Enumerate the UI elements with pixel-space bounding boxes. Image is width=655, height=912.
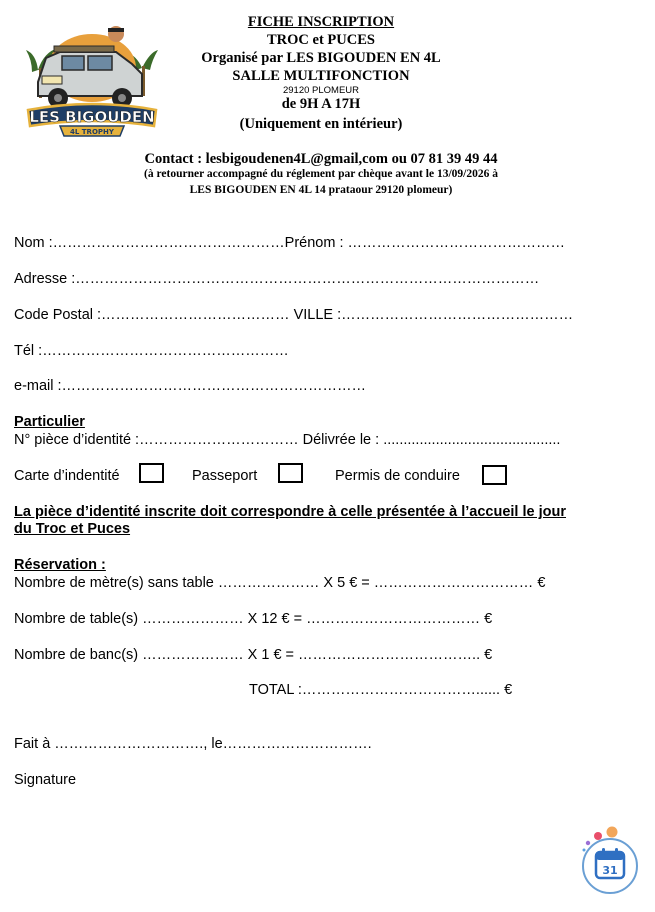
- carte-identite-label: Carte d’indentité: [14, 468, 120, 484]
- id-warning-line-1: La pièce d’identité inscrite doit correspondre à celle présentée à l’accueil le jour: [14, 504, 566, 520]
- return-instruction-1: (à retourner accompagné du réglement par chèque avant le 13/09/2026 à: [144, 168, 498, 180]
- form-title: FICHE INSCRIPTION: [247, 14, 395, 30]
- tel-field[interactable]: Tél :……………………………………………: [14, 343, 289, 359]
- email-field[interactable]: e-mail :………………………………………………………: [14, 378, 367, 394]
- return-instruction-2: LES BIGOUDEN EN 4L 14 prataour 29120 plomeur): [189, 184, 453, 196]
- code-postal-ville-field[interactable]: Code Postal :………………………………… VILLE :…………………………………………: [14, 307, 574, 323]
- organizer: Organisé par LES BIGOUDEN EN 4L: [201, 50, 441, 66]
- nom-prenom-field[interactable]: Nom :…………………………………………Prénom : ………………………………………: [14, 235, 566, 251]
- carte-identite-checkbox[interactable]: [139, 463, 164, 483]
- calendar-day: 31: [602, 864, 618, 877]
- logo-sub-text: 4L TROPHY: [70, 128, 114, 136]
- permis-checkbox[interactable]: [482, 465, 507, 485]
- id-warning-line-2: du Troc et Puces: [14, 521, 131, 537]
- particulier-heading: Particulier: [14, 414, 85, 430]
- signature-label: Signature: [14, 772, 77, 788]
- permis-label: Permis de conduire: [335, 468, 460, 484]
- indoor-note: (Uniquement en intérieur): [239, 116, 403, 132]
- venue: SALLE MULTIFONCTION: [232, 68, 410, 84]
- reservation-heading: Réservation :: [14, 557, 106, 573]
- passeport-label: Passeport: [192, 468, 258, 484]
- fait-a-field[interactable]: Fait à …………………………., le………………………….: [14, 736, 372, 752]
- hours: de 9H A 17H: [281, 96, 361, 112]
- bancs-field[interactable]: Nombre de banc(s) ………………… X 1 € = ……………………………….. €: [14, 647, 493, 663]
- piece-identite-field[interactable]: N° pièce d’identité :…………………………… Délivrée le : ............................................: [14, 432, 561, 448]
- adresse-field[interactable]: Adresse :……………………………………………………………………………………: [14, 271, 540, 287]
- contact-line: Contact : lesbigoudenen4L@gmail,com ou 07 81 39 49 44: [144, 151, 498, 167]
- total-field[interactable]: TOTAL :………………………………...... €: [249, 682, 513, 698]
- city: 29120 PLOMEUR: [282, 85, 360, 96]
- passeport-checkbox[interactable]: [278, 463, 303, 483]
- logo-brand-text: LES BIGOUDEN: [29, 108, 155, 126]
- event-name: TROC et PUCES: [267, 32, 375, 48]
- tables-field[interactable]: Nombre de table(s) ………………… X 12 € = ……………………………… €: [14, 611, 493, 627]
- metres-sans-table-field[interactable]: Nombre de mètre(s) sans table ………………… X 5 € = …………………………… €: [14, 575, 546, 591]
- calendar-icon[interactable]: [576, 826, 640, 894]
